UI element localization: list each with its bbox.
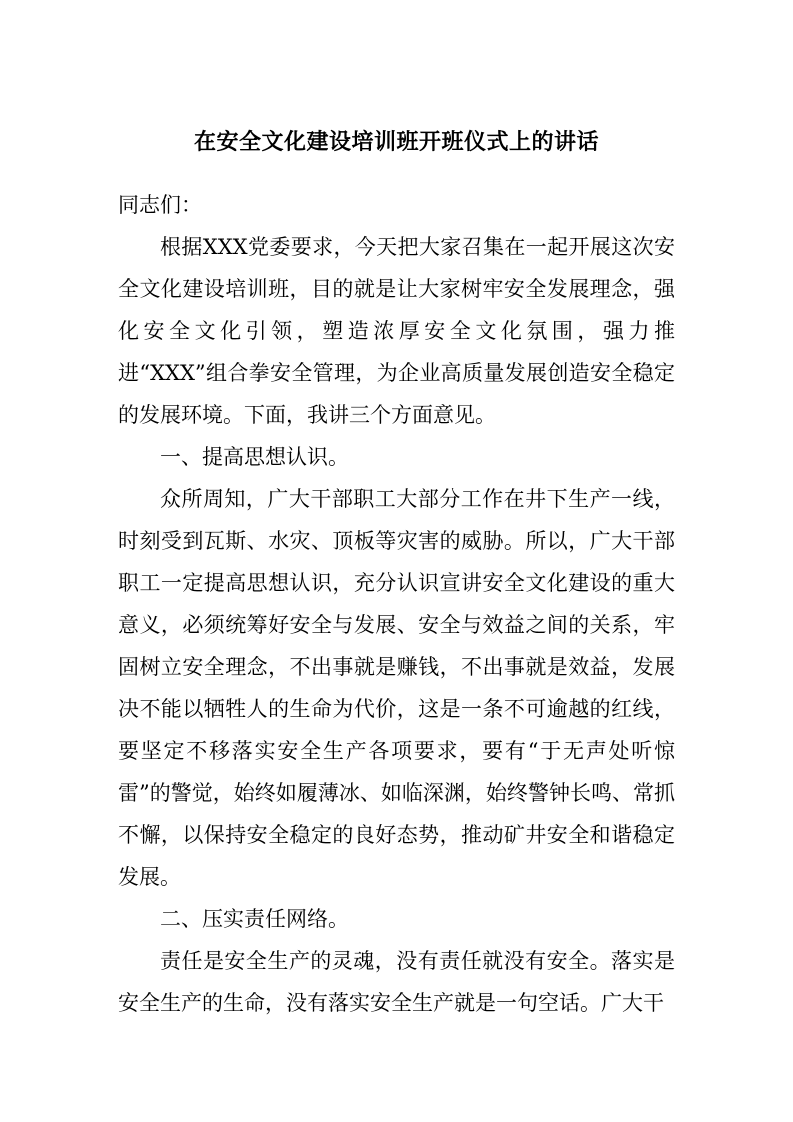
- section-heading-2: 二、压实责任网络。: [160, 907, 349, 931]
- paragraph-intro: 根据XXX党委要求，今天把大家召集在一起开展这次安全文化建设培训班，目的就是让大家树牢安全发展理念，强化安全文化引领，塑造浓厚安全文化氛围，强力推进“XXX”组合拳安全管理，为企业高质量发展创造安全稳定的发展环境。下面，我讲三个方面意见。: [118, 235, 675, 427]
- paragraph-section-2-body: 责任是安全生产的灵魂，没有责任就没有安全。落实是安全生产的生命，没有落实安全生产就是一句空话。广大干: [118, 949, 675, 1015]
- salutation-line: 同志们：: [118, 193, 202, 217]
- document-title: 在安全文化建设培训班开班仪式上的讲话: [193, 129, 599, 155]
- section-heading-1: 一、提高思想认识。: [160, 445, 349, 469]
- paragraph-section-1-body: 众所周知，广大干部职工大部分工作在井下生产一线，时刻受到瓦斯、水灾、顶板等灾害的威胁。所以，广大干部职工一定提高思想认识，充分认识宣讲安全文化建设的重大意义，必须统筹好安全与发展、安全与效益之间的关系，牢固树立安全理念，不出事就是赚钱，不出事就是效益，发展决不能以牺牲人的生命为代价，这是一条不可逾越的红线，要坚定不移落实安全生产各项要求，要有“于无声处听惊雷”的警觉，始终如履薄冰、如临深渊，始终警钟长鸣、常抓不懈，以保持安全稳定的良好态势，推动矿井安全和谐稳定发展。: [118, 487, 675, 889]
